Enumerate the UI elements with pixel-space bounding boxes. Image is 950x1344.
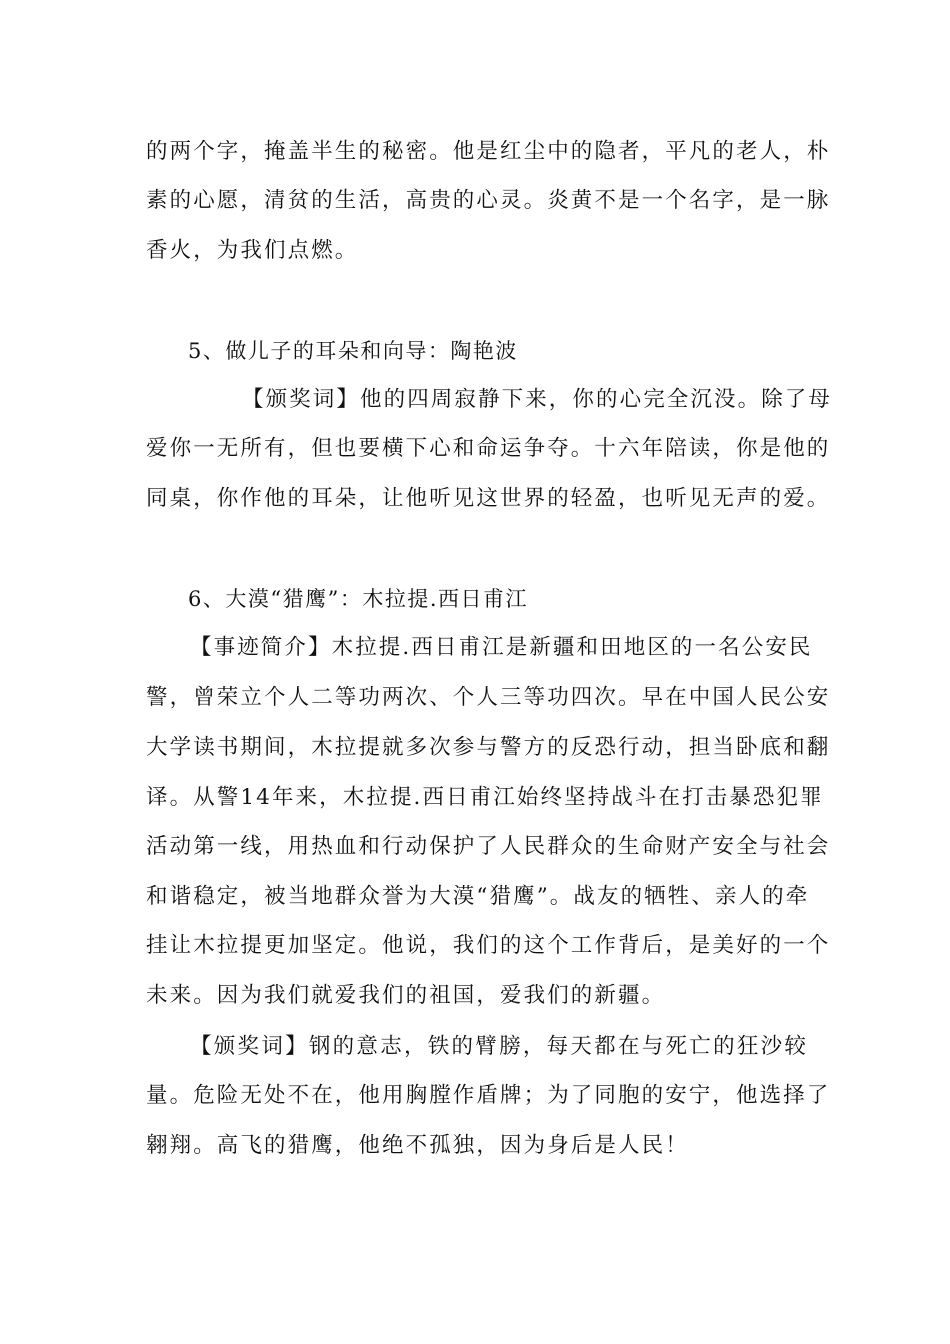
story-line: 挂让木拉提更加坚定。他说，我们的这个工作背后，是美好的一个 xyxy=(146,933,831,958)
section-heading: 5、做儿子的耳朵和向导：陶艳波 xyxy=(188,339,518,363)
section-heading: 6、大漠“猎鹰”：木拉提.西日甫江 xyxy=(188,587,529,611)
story-line: 【事迹简介】木拉提.西日甫江是新疆和田地区的一名公安民 xyxy=(190,635,813,660)
award-line: 【颁奖词】他的四周寂静下来，你的心完全沉没。除了母 xyxy=(242,387,833,412)
award-line: 翱翔。高飞的猎鹰，他绝不孤独，因为身后是人民！ xyxy=(146,1133,689,1158)
paragraph-line: 素的心愿，清贫的生活，高贵的心灵。炎黄不是一个名字，是一脉 xyxy=(146,188,831,213)
story-line: 和谐稳定，被当地群众誉为大漠“猎鹰”。战友的牺牲、亲人的牵 xyxy=(146,884,810,909)
award-line: 爱你一无所有，但也要横下心和命运争夺。十六年陪读，你是他的 xyxy=(146,436,831,461)
story-line: 大学读书期间，木拉提就多次参与警方的反恐行动，担当卧底和翻 xyxy=(146,735,831,760)
story-line: 译。从警14年来，木拉提.西日甫江始终坚持战斗在打击暴恐犯罪 xyxy=(146,785,824,810)
award-line: 同桌，你作他的耳朵，让他听见这世界的轻盈，也听见无声的爱。 xyxy=(146,486,831,511)
story-line: 未来。因为我们就爱我们的祖国，爱我们的新疆。 xyxy=(146,983,666,1008)
award-line: 【颁奖词】钢的意志，铁的臂膀，每天都在与死亡的狂沙较 xyxy=(190,1034,808,1059)
paragraph-line: 的两个字，掩盖半生的秘密。他是红尘中的隐者，平凡的老人，朴 xyxy=(146,139,831,164)
story-line: 警，曾荣立个人二等功两次、个人三等功四次。早在中国人民公安 xyxy=(146,685,831,710)
paragraph-line: 香火，为我们点燃。 xyxy=(146,238,359,263)
award-line: 量。危险无处不在，他用胸膛作盾牌；为了同胞的安宁，他选择了 xyxy=(146,1083,831,1108)
story-line: 活动第一线，用热血和行动保护了人民群众的生命财产安全与社会 xyxy=(146,834,831,859)
